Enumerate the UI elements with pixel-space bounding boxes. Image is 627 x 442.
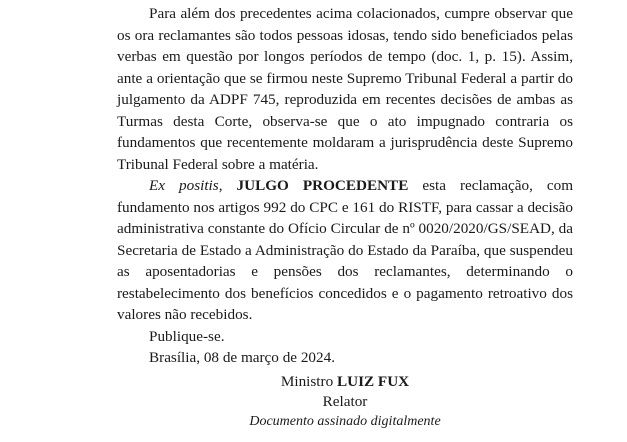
ruling-lead-italic: Ex positis	[149, 177, 219, 194]
ruling-text: esta reclamação, com fundamento nos artigos 992 do CPC e 161 do RISTF, para cassar a decisão administrativa constante do Ofício Circular de nº 0020/2020/GS/SEAD, da Secretaria de Estado a Administração do Estado da Paraíba, que suspendeu as aposentadorias e pensões dos reclamantes, determinando o restabelecimento dos benefícios concedidos e o pagamento retroativo dos valores não recebidos.	[117, 177, 574, 323]
paragraph-precedents: Para além dos precedentes acima colacionados, cumpre observar que os ora reclamantes são todos pessoas idosas, tendo sido beneficiados pelas verbas em questão por longos períodos de tempo (doc. 1, p. 15). Assim, ante a orientação que se firmou neste Supremo Tribunal Federal a partir do julgamento da ADPF 745, reproduzida em recentes decisões de ambas as Turmas desta Corte, observa-se que o ato impugnado contraria os fundamentos que recentemente moldaram a jurisprudência deste Supremo Tribunal Federal sobre a matéria.	[117, 5, 573, 173]
signature-name-line	[117, 372, 573, 392]
ruling-comma: ,	[218, 177, 237, 194]
paragraph-ruling	[117, 175, 573, 326]
date-line: Brasília, 08 de março de 2024.	[149, 349, 335, 366]
decision-body	[117, 3, 573, 369]
signature-title: Ministro	[280, 373, 337, 390]
signature-role: Relator	[322, 393, 368, 410]
ruling-verdict: JULGO PROCEDENTE	[236, 177, 409, 194]
signature-note: Documento assinado digitalmente	[249, 414, 441, 429]
signature-block	[117, 372, 573, 432]
signature-name: LUIZ FUX	[336, 373, 410, 390]
publique-line: Publique-se.	[149, 327, 225, 345]
